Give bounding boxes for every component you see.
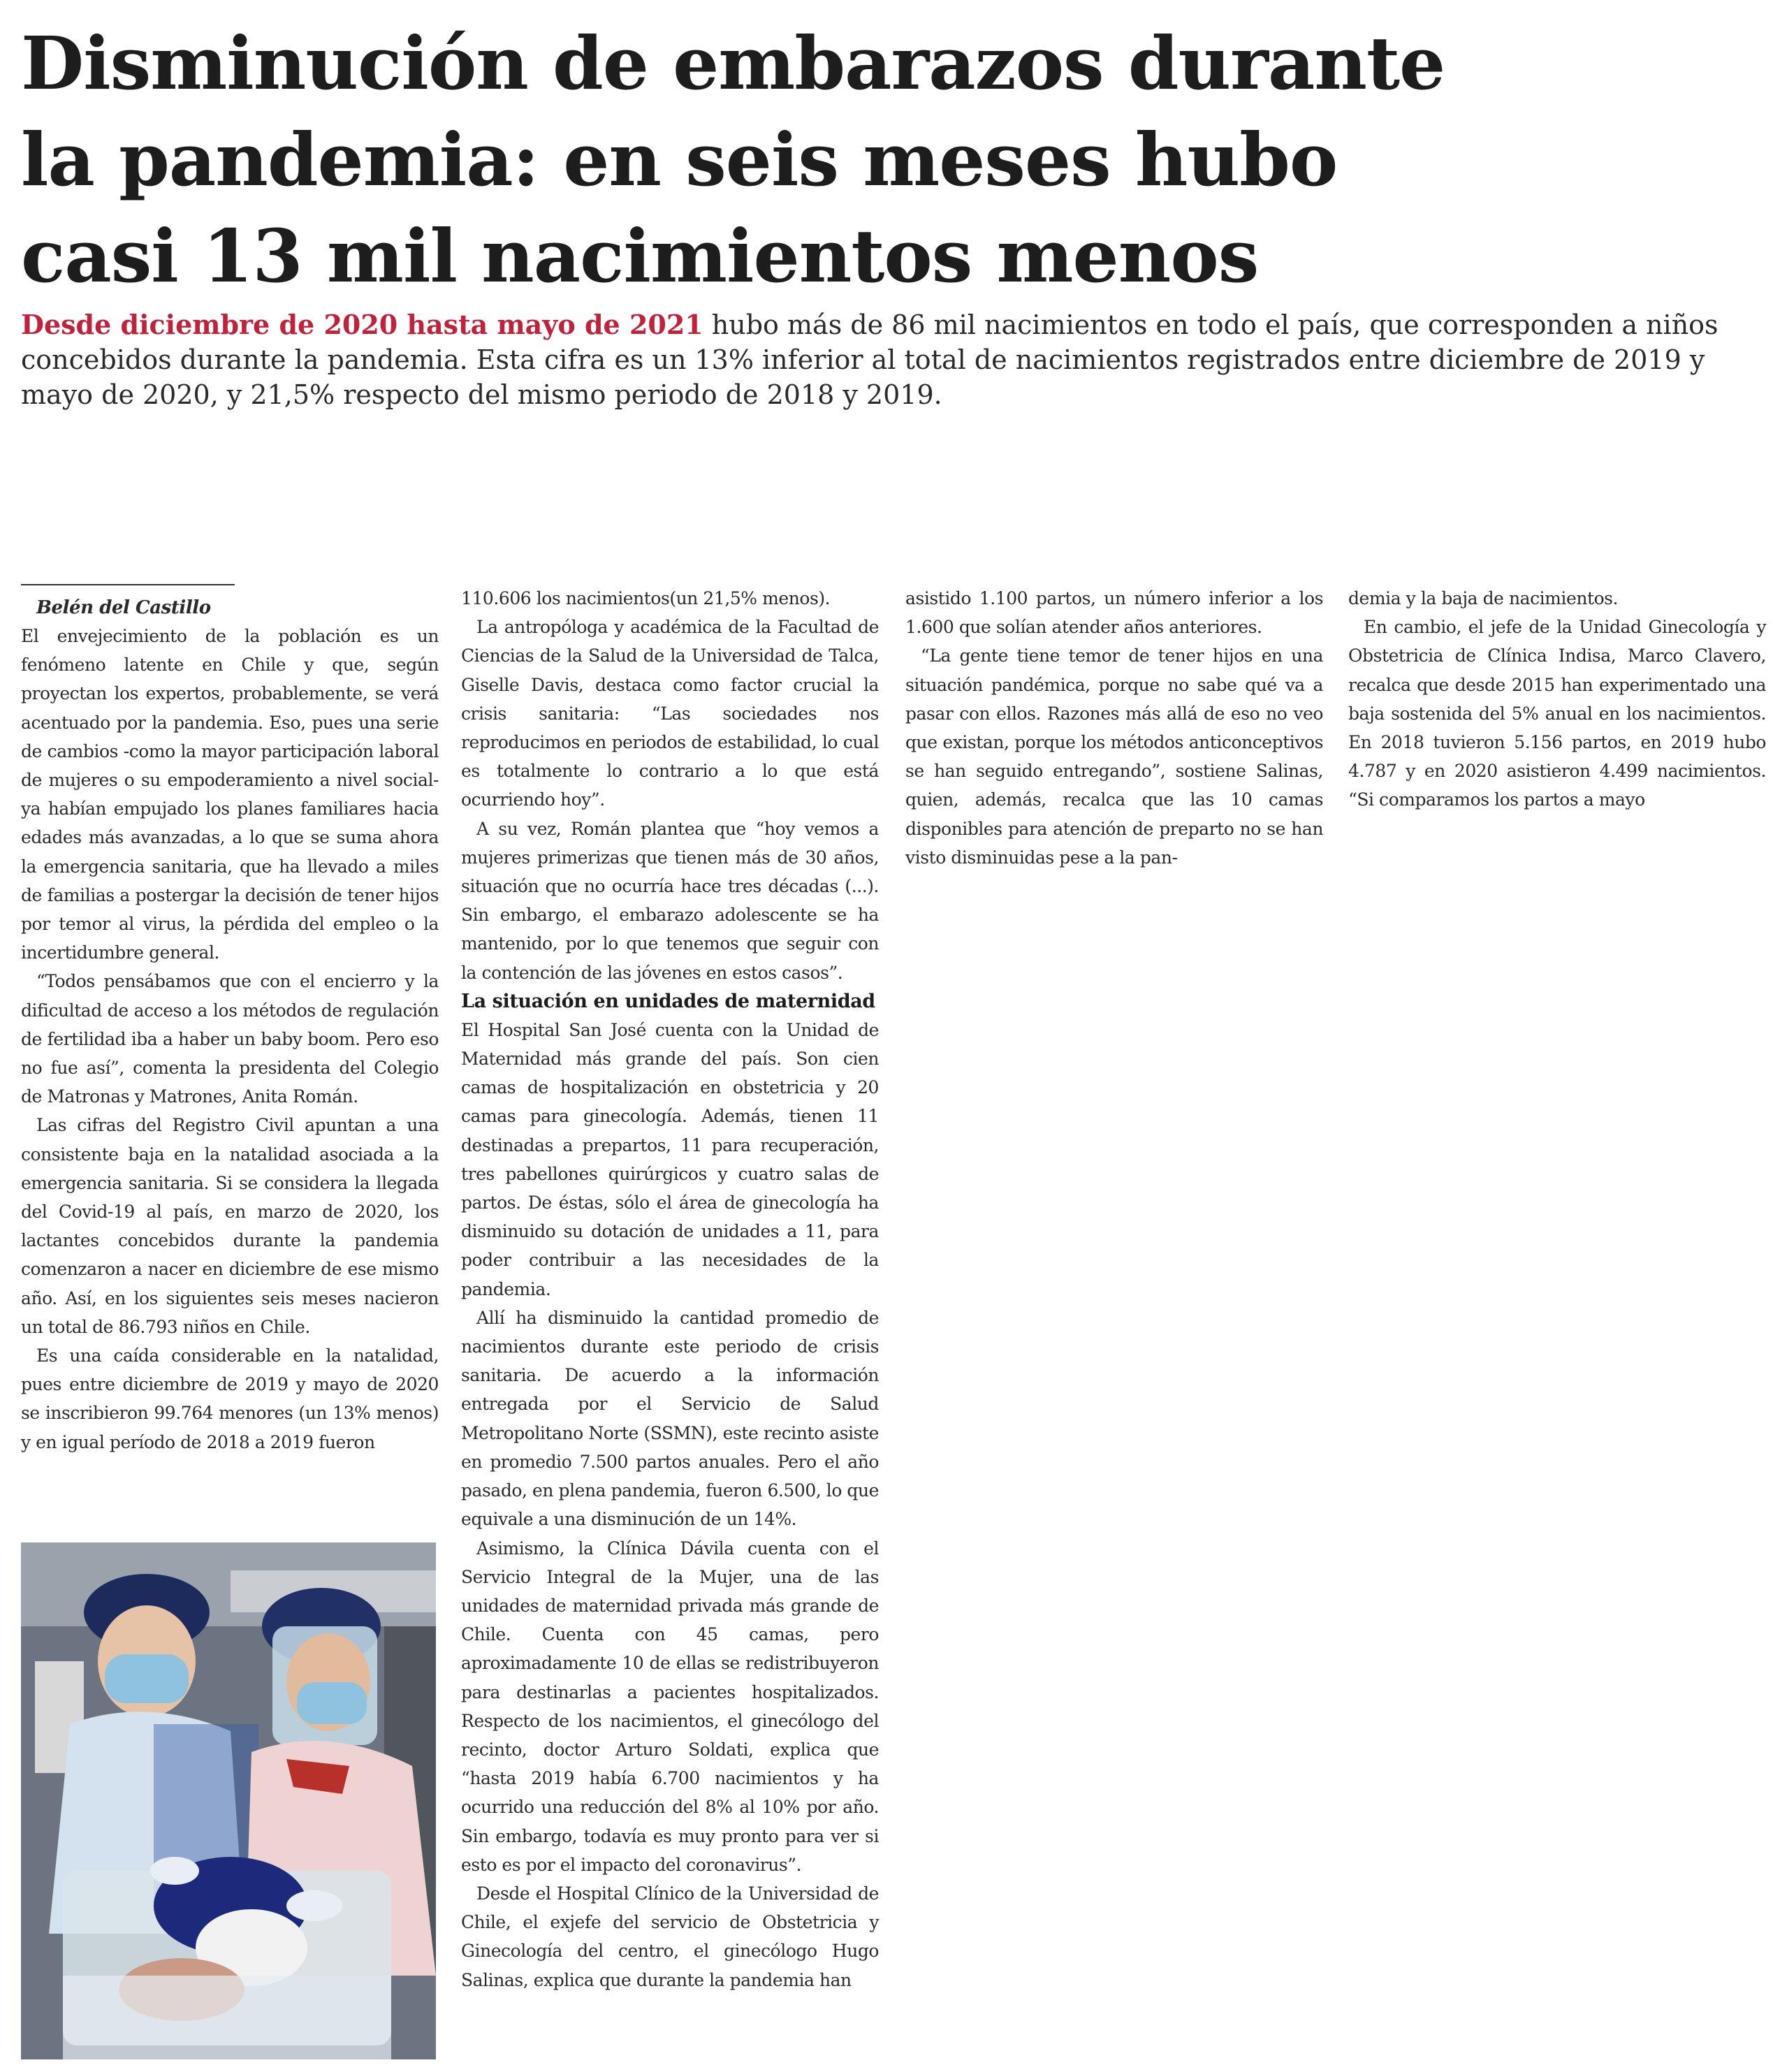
body-paragraph: demia y la baja de nacimientos. (1348, 588, 1619, 608)
body-paragraph: Las cifras del Registro Civil apuntan a una consistente baja en la natalidad asociada a la emergencia sanitaria. Si se considera la llegada del Covid-19 al país, en marzo de 2020, los lactantes concebidos durante la pandemia comenzaron a nacer en diciembre de ese mismo año. Así, en los siguientes seis meses nacieron un total de 86.793 niños en Chile. (21, 1115, 439, 1337)
headline (21, 15, 1746, 305)
body-paragraph: asistido 1.100 partos, un número inferior a los 1.600 que solían atender años anteriores. (905, 588, 1323, 638)
lead-highlight: Desde diciembre de 2020 hasta mayo de 2021 (21, 309, 703, 340)
body-paragraph: Desde el Hospital Clínico de la Universidad de Chile, el exjefe del servicio de Obstetricia y Ginecología del centro, el ginecólogo Hugo Salinas, explica que durante la pandemia han (461, 1883, 879, 1990)
lead-paragraph (21, 307, 1746, 412)
body-paragraph: A su vez, Román plantea que “hoy vemos a mujeres primerizas que tienen más de 30 años, situación que no ocurría hace tres décadas (...). Sin embargo, el embarazo adolescente se ha mantenido, por lo que tenemos que seguir con la contención de las jóvenes en estos casos”. (461, 818, 879, 983)
article-column-3 (905, 584, 1323, 872)
article-photo (21, 1542, 436, 2059)
section-subhead: La situación en unidades de maternidad (461, 990, 875, 1012)
article-column-1 (21, 584, 439, 1457)
byline-rule (21, 584, 235, 585)
body-paragraph: “Todos pensábamos que con el encierro y la dificultad de acceso a los métodos de regulación de fertilidad iba a haber un baby boom. Pero eso no fue así”, comenta la presidenta del Colegio de Matronas y Matrones, Anita Román. (21, 971, 439, 1107)
headline-line-1: Disminución de embarazos durante (21, 20, 1445, 106)
body-paragraph: “La gente tiene temor de tener hijos en una situación pandémica, porque no sabe qué va a pasar con ellos. Razones más allá de eso no veo que existan, porque los métodos anticonceptivos se han seguido entregando”, sostiene Salinas, quien, además, recalca que las 10 camas disponibles para atención de preparto no se han visto disminuidas pese a la pan- (905, 645, 1323, 868)
body-paragraph: El envejecimiento de la población es un fenómeno latente en Chile y que, según proyectan los expertos, probablemente, se verá acentuado por la pandemia. Eso, pues una serie de cambios -como la mayor participación laboral de mujeres o su empoderamiento a nivel social- ya habían empujado los planes familiares hacia edades más avanzadas, a lo que se suma ahora la emergencia sanitaria, que ha llevado a miles de familias a postergar la decisión de tener hijos por temor al virus, la pérdida del empleo o la incertidumbre general. (21, 626, 439, 963)
body-paragraph: Allí ha disminuido la cantidad promedio de nacimientos durante este periodo de crisis sanitaria. De acuerdo a la información entregada por el Servicio de Salud Metropolitano Norte (SSMN), este recinto asiste en promedio 7.500 partos anuales. Pero el año pasado, en plena pandemia, fueron 6.500, lo que equivale a una disminución de un 14%. (461, 1307, 879, 1530)
body-paragraph: Es una caída considerable en la natalidad, pues entre diciembre de 2019 y mayo de 2020 se inscribieron 99.764 menores (un 13% menos) y en igual período de 2018 a 2019 fueron (21, 1345, 439, 1452)
headline-line-2: la pandemia: en seis meses hubo (21, 117, 1338, 203)
body-paragraph: En cambio, el jefe de la Unidad Ginecología y Obstetricia de Clínica Indisa, Marco Clavero, recalca que desde 2015 han experimentado una baja sostenida del 5% anual en los nacimientos. En 2018 tuvieron 5.156 partos, en 2019 hubo 4.787 y en 2020 asistieron 4.499 nacimientos. “Si comparamos los partos a mayo (1348, 617, 1766, 810)
body-paragraph: Asimismo, la Clínica Dávila cuenta con el Servicio Integral de la Mujer, una de las unidades de maternidad privada más grande de Chile. Cuenta con 45 camas, pero aproximadamente 10 de ellas se redistribuyeron para destinarlas a pacientes hospitalizados. Respecto de los nacimientos, el ginecólogo del recinto, doctor Arturo Soldati, explica que “hasta 2019 había 6.700 nacimientos y ha ocurrido una reducción del 8% al 10% por año. Sin embargo, todavía es muy pronto para ver si esto es por el impacto del coronavirus”. (461, 1538, 879, 1875)
article-column-4 (1348, 584, 1766, 815)
body-paragraph: 110.606 los nacimientos(un 21,5% menos). (461, 588, 831, 608)
photo-nurses-with-newborn (21, 1542, 436, 2059)
article-column-2 (461, 584, 879, 1994)
byline: Belén del Castillo (36, 597, 211, 618)
lead-text: hubo más de 86 mil nacimientos en todo el país, que corresponden a niños concebidos durante la pandemia. Esta cifra es un 13% inferior al total de nacimientos registrados entre diciembre de 2019 y mayo de 2020, y 21,5% respecto del mismo periodo de 2018 y 2019. (21, 309, 1719, 410)
body-paragraph: La antropóloga y académica de la Facultad de Ciencias de la Salud de la Universidad de Talca, Giselle Davis, destaca como factor crucial la crisis sanitaria: “Las sociedades nos reproducimos en periodos de estabilidad, lo cual es totalmente lo contrario a lo que está ocurriendo hoy”. (461, 617, 879, 810)
body-paragraph: El Hospital San José cuenta con la Unidad de Maternidad más grande del país. Son cien camas de hospitalización en obstetricia y 20 camas para ginecología. Además, tienen 11 destinadas a prepartos, 11 para recuperación, tres pabellones quirúrgicos y cuatro salas de partos. De éstas, sólo el área de ginecología ha disminuido su dotación de unidades a 11, para poder contribuir a las necesidades de la pandemia. (461, 1019, 879, 1299)
headline-line-3: casi 13 mil nacimientos menos (21, 213, 1259, 299)
